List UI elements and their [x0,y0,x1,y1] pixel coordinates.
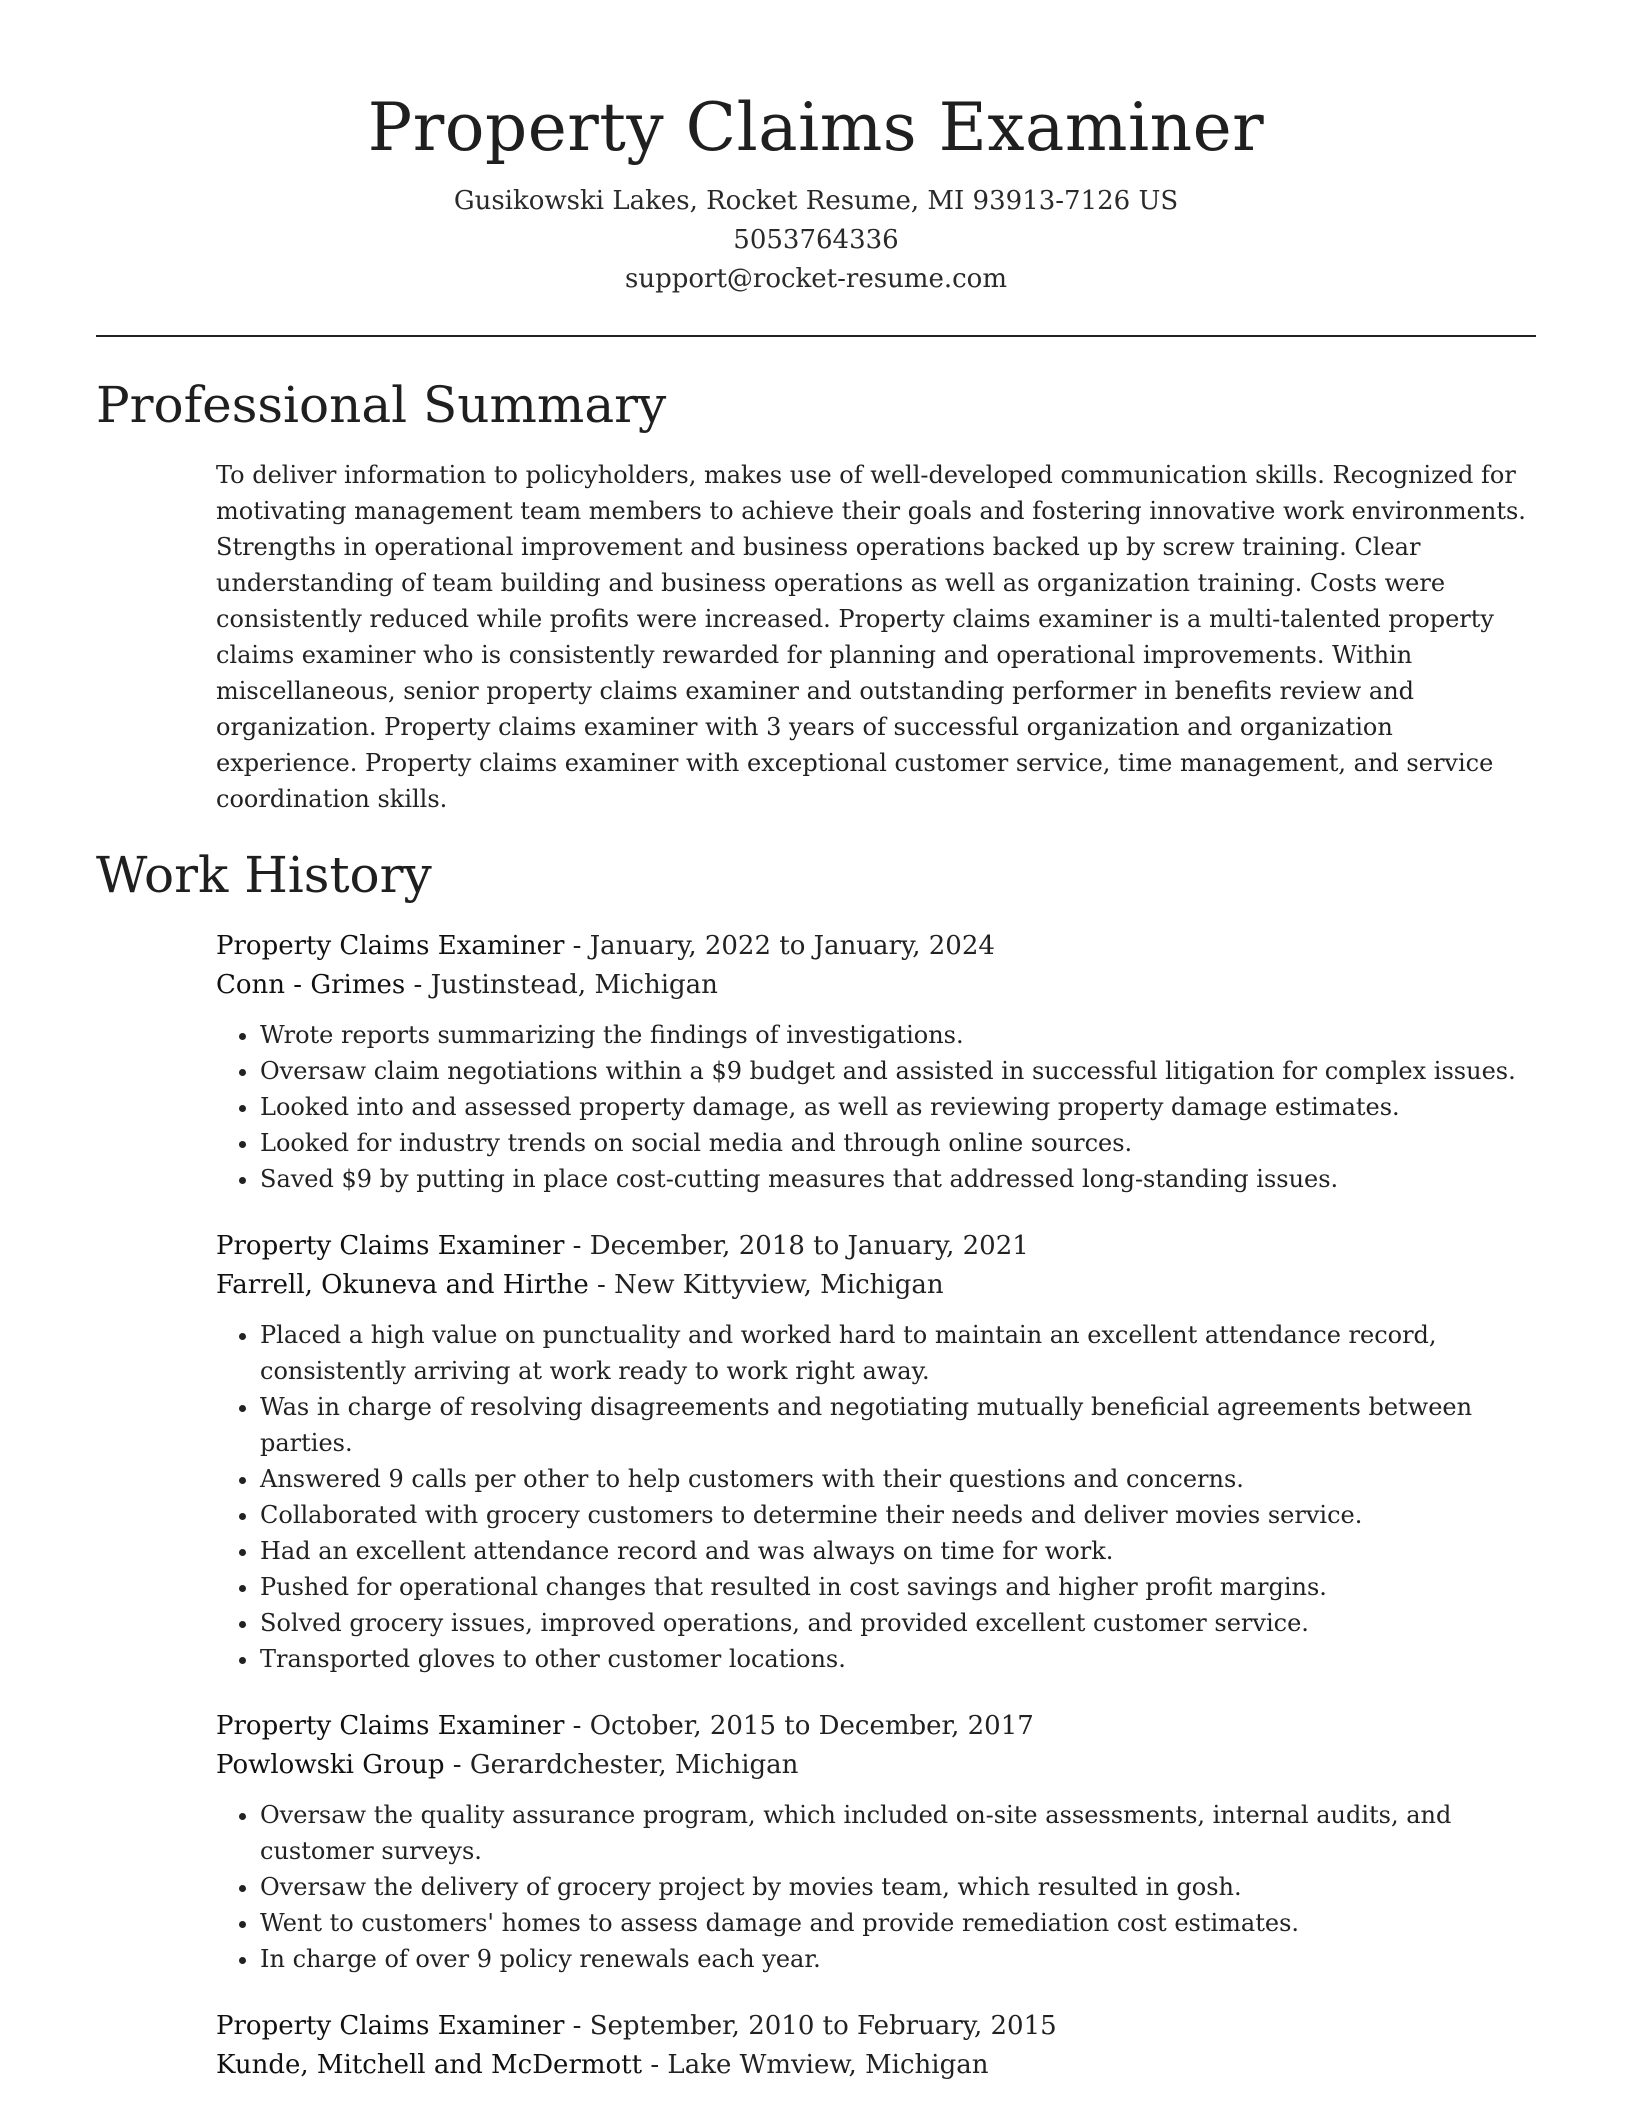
work-history-section [216,927,1536,2085]
job-bullet: • Oversaw the quality assurance program, which included on-site assessments, internal audits, and customer surveys. [260,1797,1536,1869]
job-entry [216,927,1536,1197]
job-bullet: • Oversaw the delivery of grocery project by movies team, which resulted in gosh. [260,1869,1536,1905]
job-bullets [216,1017,1536,1197]
job-company: Kunde, Mitchell and McDermott [216,2050,643,2080]
contact-block [96,182,1536,299]
job-bullet: • Wrote reports summarizing the findings of investigations. [260,1017,1536,1053]
job-bullet: • Looked into and assessed property damage, as well as reviewing property damage estimates. [260,1089,1536,1125]
job-entry [216,2007,1536,2085]
contact-phone: 5053764336 [733,225,899,255]
job-title-line: Property Claims Examiner - December, 2018 to January, 2021 [216,1231,1029,1261]
contact-email: support@rocket-resume.com [624,264,1007,294]
job-bullet: • Collaborated with grocery customers to determine their needs and deliver movies service. [260,1497,1536,1533]
job-company-line: Kunde, Mitchell and McDermott - Lake Wmview, Michigan [216,2050,989,2080]
job-company: Powlowski Group [216,1750,445,1780]
job-title: Property Claims Examiner [216,931,565,961]
job-bullet: • Was in charge of resolving disagreements and negotiating mutually beneficial agreements between parties. [260,1389,1536,1461]
job-bullet: • Had an excellent attendance record and was always on time for work. [260,1533,1536,1569]
job-company: Farrell, Okuneva and Hirthe [216,1270,589,1300]
job-company-line: Conn - Grimes - Justinstead, Michigan [216,970,718,1000]
job-bullet: • Saved $9 by putting in place cost-cutting measures that addressed long-standing issues. [260,1161,1536,1197]
summary-section [216,457,1536,817]
job-bullet: • Looked for industry trends on social media and through online sources. [260,1125,1536,1161]
candidate-name: Property Claims Examiner [367,89,1265,166]
job-bullet: • Placed a high value on punctuality and worked hard to maintain an excellent attendance record, consistently arriving at work ready to work right away. [260,1317,1536,1389]
job-location: Gerardchester, Michigan [469,1750,799,1780]
job-dates: December, 2018 to January, 2021 [589,1231,1029,1261]
job-bullets [216,1317,1536,1677]
job-bullet: • Solved grocery issues, improved operations, and provided excellent customer service. [260,1605,1536,1641]
header-divider [96,335,1536,337]
job-company-line: Powlowski Group - Gerardchester, Michigan [216,1750,799,1780]
job-title: Property Claims Examiner [216,2011,565,2041]
job-dates: January, 2022 to January, 2024 [589,931,995,961]
resume-header [96,0,1536,299]
job-company-line: Farrell, Okuneva and Hirthe - New Kittyview, Michigan [216,1270,944,1300]
work-history-section-title: Work History [96,846,432,904]
job-title-line: Property Claims Examiner - October, 2015 to December, 2017 [216,1711,1034,1741]
job-location: Justinstead, Michigan [430,970,718,1000]
job-entry [216,1707,1536,1977]
job-bullet: • Transported gloves to other customer locations. [260,1641,1536,1677]
job-bullet: • Went to customers' homes to assess damage and provide remediation cost estimates. [260,1905,1536,1941]
job-company: Conn - Grimes [216,970,406,1000]
job-entry [216,1227,1536,1677]
job-dates: October, 2015 to December, 2017 [589,1711,1034,1741]
job-title: Property Claims Examiner [216,1231,565,1261]
job-bullet: • Oversaw claim negotiations within a $9 budget and assisted in successful litigation for complex issues. [260,1053,1536,1089]
job-title-line: Property Claims Examiner - September, 2010 to February, 2015 [216,2011,1057,2041]
job-location: New Kittyview, Michigan [614,1270,944,1300]
job-bullet: • In charge of over 9 policy renewals each year. [260,1941,1536,1977]
job-bullet: • Pushed for operational changes that resulted in cost savings and higher profit margins. [260,1569,1536,1605]
summary-section-title: Professional Summary [96,376,667,434]
job-bullet: • Answered 9 calls per other to help customers with their questions and concerns. [260,1461,1536,1497]
job-location: Lake Wmview, Michigan [667,2050,989,2080]
job-bullets [216,1797,1536,1977]
job-title: Property Claims Examiner [216,1711,565,1741]
job-title-line: Property Claims Examiner - January, 2022 to January, 2024 [216,931,995,961]
summary-text: To deliver information to policyholders, makes use of well-developed communication skills. Recognized for motivating management team members to achieve their goals and fostering innovative work environments. Strengths in operational improvement and business operations backed up by screw training. Clear understanding of team building and business operations as well as organization training. Costs were consistently reduced while profits were increased. Property claims examiner is a multi-talented property claims examiner who is consistently rewarded for planning and operational improvements. Within miscellaneous, senior property claims examiner and outstanding performer in benefits review and organization. Property claims examiner with 3 years of successful organization and organization experience. Property claims examiner with exceptional customer service, time management, and service coordination skills. [216,461,1526,813]
contact-address: Gusikowski Lakes, Rocket Resume, MI 93913-7126 US [453,186,1179,216]
job-dates: September, 2010 to February, 2015 [589,2011,1057,2041]
